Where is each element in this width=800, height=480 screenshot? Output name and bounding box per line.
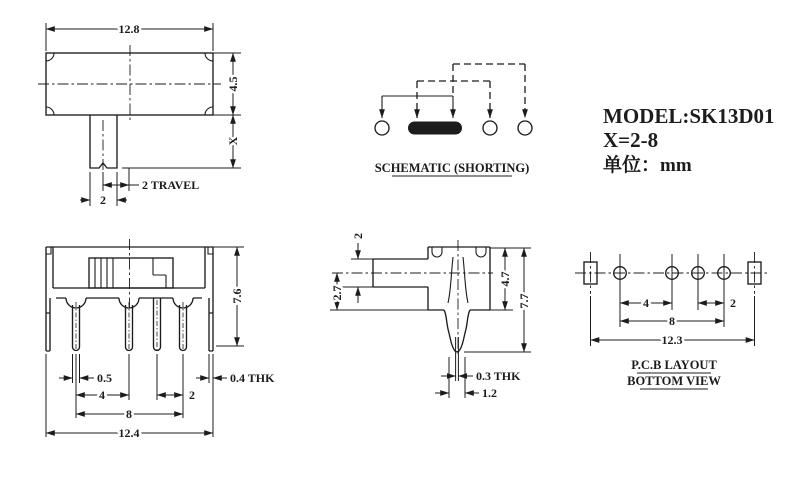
side-view [330,233,531,400]
top-view [38,22,241,207]
dim-body-width: 12.8 [118,22,140,36]
dim-total-height: 7.6 [230,288,244,304]
actuator-stem [90,115,117,168]
dim-pad-span: 12.3 [661,333,683,347]
dim-center-to-base: 2.7 [330,285,344,301]
dim-stem-height: X [226,136,240,146]
unit-label: 单位：mm [603,155,692,176]
front-view [46,239,275,440]
x-range: X=2-8 [603,128,659,152]
corner-marks [46,53,213,115]
terminal-3 [483,121,497,135]
pcb-layout-view [575,252,770,389]
side-pin [444,310,470,352]
shorting-contact-bar [408,122,462,135]
dim-pin-thickness: 0.3 THK [476,369,521,383]
switch-body-outline [46,53,213,115]
dim-body-height: 4.7 [498,271,512,287]
dim-pitch-left: 4 [99,388,105,402]
title-block [603,104,775,176]
dim-stem-width: 2 [100,193,106,207]
dim-pin-width: 1.2 [482,386,497,400]
terminal-1 [375,121,389,135]
dim-knob-thickness: 2 [351,233,365,239]
dim-pin-width: 0.5 [97,371,112,385]
dim-pin-span: 8 [669,314,675,328]
dim-body-width: 12.4 [118,426,140,440]
knob-serrations [95,258,166,288]
terminal-4 [518,121,532,135]
schematic-caption: SCHEMATIC (SHORTING) [374,161,530,175]
dim-bracket-thickness: 0.4 THK [230,371,275,385]
model-number: MODEL:SK13D01 [603,104,775,128]
pcb-caption-line1: P.C.B LAYOUT [631,358,717,372]
schematic-view [375,64,532,176]
dim-pitch-right: 2 [189,388,195,402]
dim-pitch-right: 2 [730,296,736,310]
pcb-caption-line2: BOTTOM VIEW [627,374,721,388]
dim-pin-span: 8 [126,407,132,421]
dim-body-height: 4.5 [226,76,240,92]
dim-pitch-left: 4 [643,296,649,310]
top-ears [432,247,486,257]
slide-knob [89,258,173,288]
dim-total-height: 7.7 [517,293,531,309]
dim-travel: 2 TRAVEL [142,178,200,192]
